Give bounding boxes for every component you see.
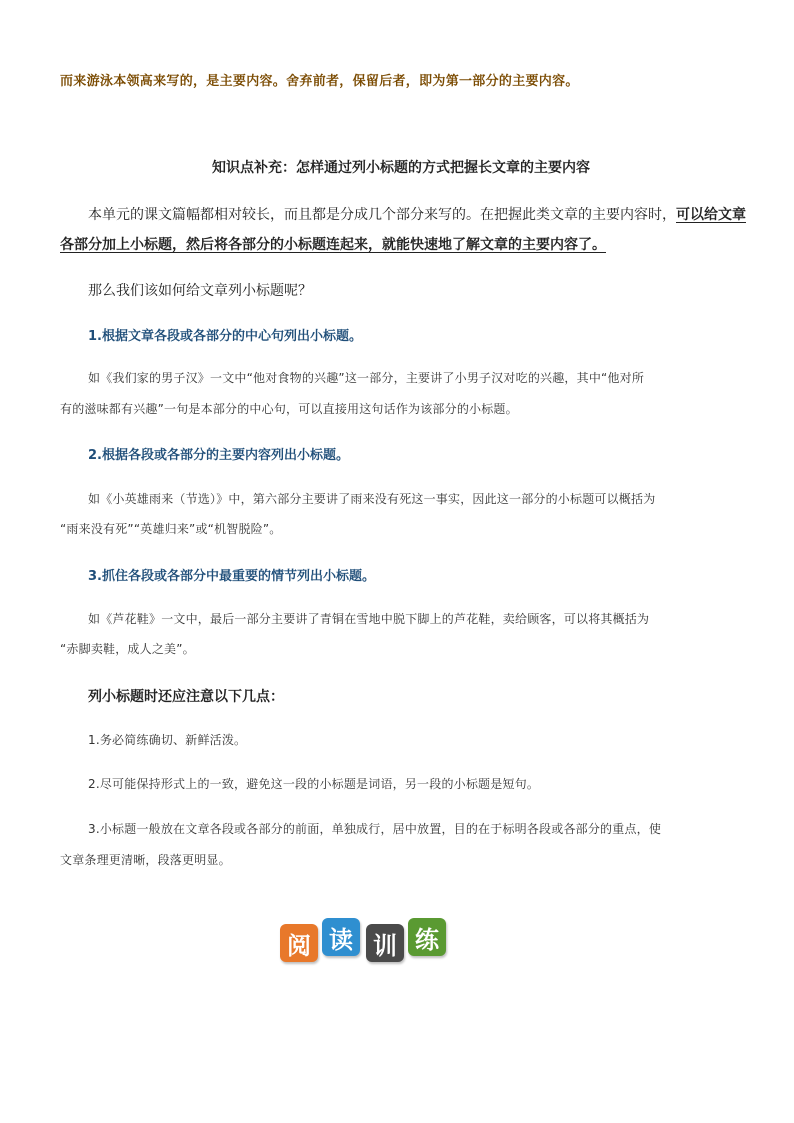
intro-line-1 [88,204,746,224]
continued-text-line: 而来游泳本领高来写的，是主要内容。舍弃前者，保留后者，即为第一部分的主要内容。 [60,74,579,89]
method-3-line-2: “赤脚卖鞋，成人之美”。 [60,642,195,656]
tip-1: 1.务必简练确切、新鲜活泼。 [88,733,247,747]
tips-heading: 列小标题时还应注意以下几点： [88,689,284,705]
intro-key-text-cont: 各部分加上小标题，然后将各部分的小标题连起来，就能快速地了解文章的主要内容了。 [60,237,606,253]
question-line: 那么我们该如何给文章列小标题呢？ [88,283,312,299]
method-1-line-1: 如《我们家的男子汉》一文中“他对食物的兴趣”这一部分，主要讲了小男子汉对吃的兴趣，其中“他对所 [88,371,645,385]
banner-tile-3: 训 [366,924,404,962]
method-2-heading: 2.根据各段或各部分的主要内容列出小标题。 [88,448,349,463]
banner-tile-1: 阅 [280,924,318,962]
method-3-heading: 3.抓住各段或各部分中最重要的情节列出小标题。 [88,569,375,584]
banner-tile-4: 练 [408,918,446,956]
method-2-line-2: “雨来没有死”“英雄归来”或“机智脱险”。 [60,522,282,536]
method-1-heading: 1.根据文章各段或各部分的中心句列出小标题。 [88,329,362,344]
intro-line-2 [60,234,606,254]
tip-2: 2.尽可能保持形式上的一致，避免这一段的小标题是词语，另一段的小标题是短句。 [88,777,540,791]
intro-key-text: 可以给文章 [676,207,746,223]
method-3-line-1: 如《芦花鞋》一文中，最后一部分主要讲了青铜在雪地中脱下脚上的芦花鞋，卖给顾客，可以将其概括为 [88,612,650,626]
method-1-line-2: 有的滋味都有兴趣”一句是本部分的中心句，可以直接用这句话作为该部分的小标题。 [60,402,518,416]
tip-3-line-2: 文章条理更清晰，段落更明显。 [60,853,231,867]
section-title: 知识点补充：怎样通过列小标题的方式把握长文章的主要内容 [212,160,590,176]
method-2-line-1: 如《小英雄雨来（节选）》中，第六部分主要讲了雨来没有死这一事实，因此这一部分的小标题可以概括为 [88,492,656,506]
banner-tile-2: 读 [322,918,360,956]
reading-practice-banner [280,918,450,964]
tip-3-line-1: 3.小标题一般放在文章各段或各部分的前面，单独成行，居中放置，目的在于标明各段或各部分的重点，使 [88,822,662,836]
intro-plain-text: 本单元的课文篇幅都相对较长，而且都是分成几个部分来写的。在把握此类文章的主要内容时， [88,207,676,223]
